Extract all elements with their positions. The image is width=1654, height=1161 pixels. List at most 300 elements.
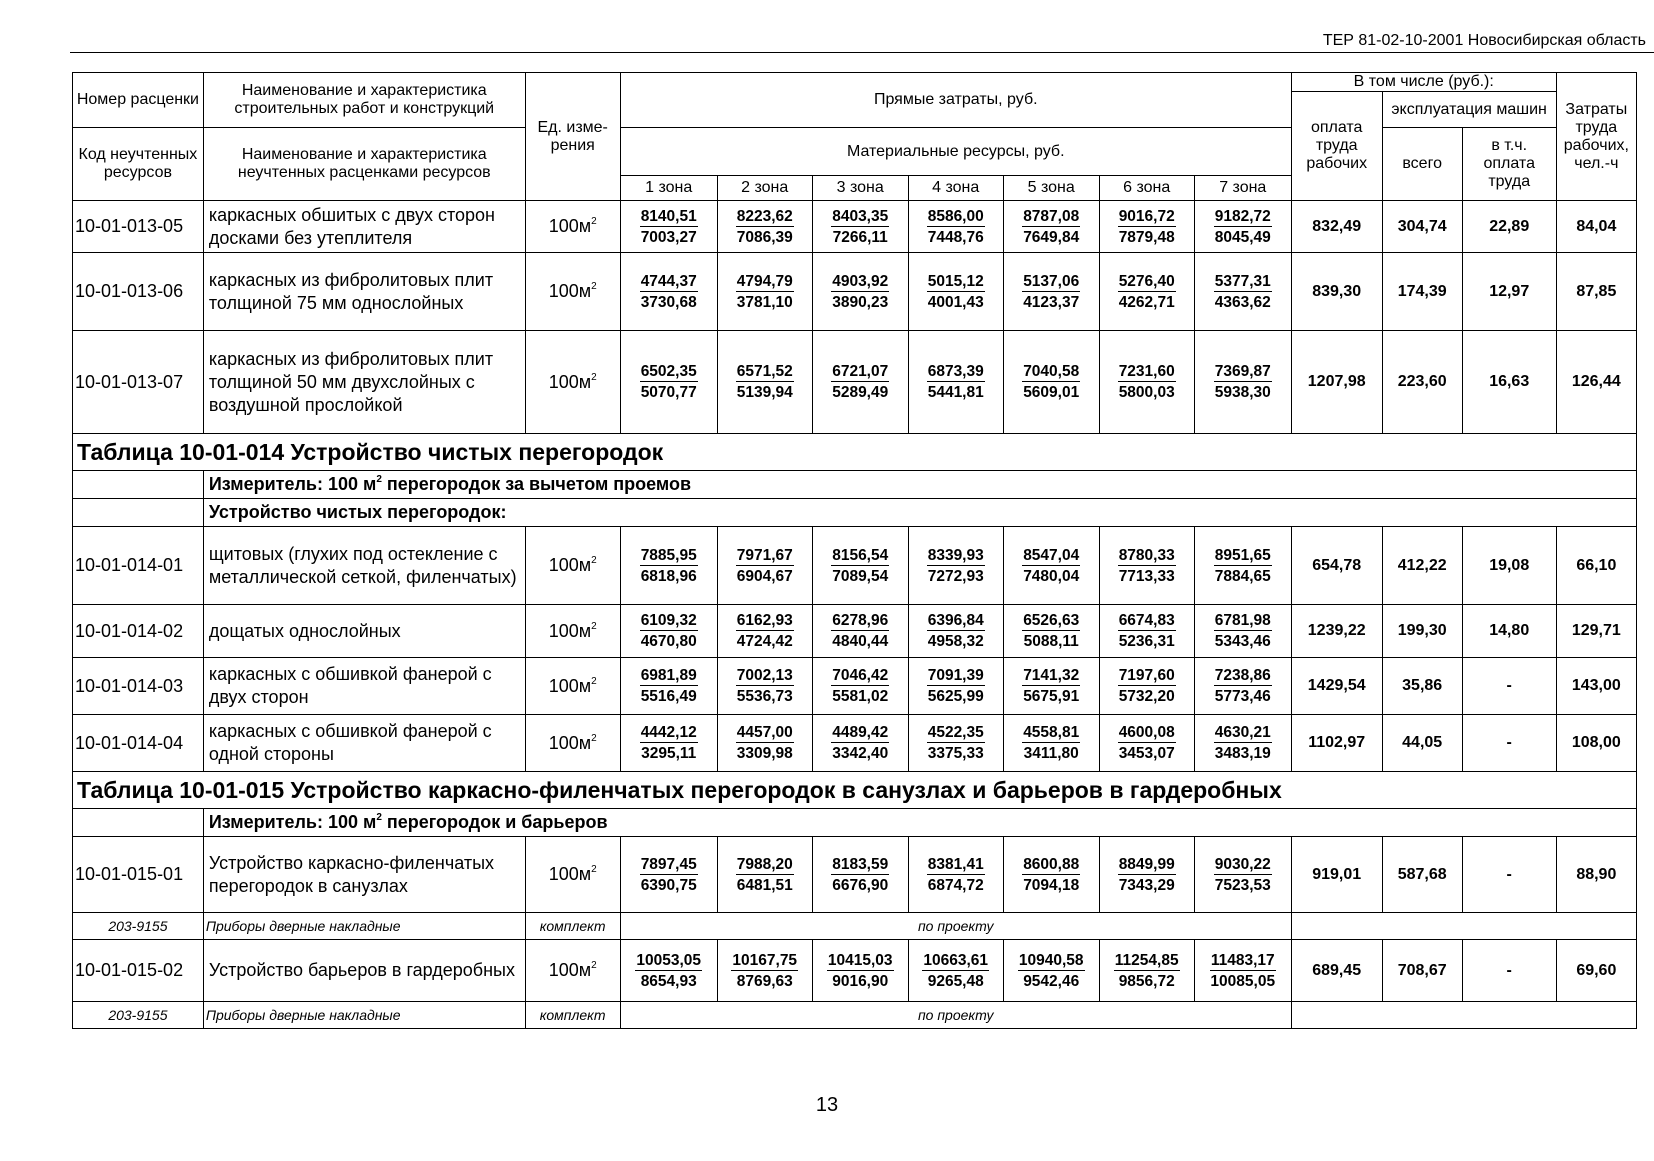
cost-material: 4724,42: [736, 633, 793, 650]
cost-material: 7272,93: [927, 567, 984, 585]
cost-total: 4457,00: [736, 724, 793, 741]
zone-cost: [1099, 605, 1194, 658]
cost-total: 7091,39: [927, 667, 984, 684]
measure-row: [73, 471, 1637, 499]
zone-cost: [908, 331, 1003, 434]
zone-cost: [717, 715, 812, 772]
cost-material: 5236,31: [1118, 633, 1175, 650]
table-row: [73, 940, 1637, 1002]
cost-total: 9030,22: [1214, 855, 1271, 873]
header-rule: [70, 52, 1654, 53]
zone-cost: [620, 253, 717, 331]
unit-cell: [525, 605, 620, 658]
labor-pay: 1207,98: [1291, 331, 1382, 434]
unit-sup: 2: [591, 371, 597, 383]
labor-hours: 66,10: [1556, 527, 1636, 605]
cost-material: 7523,53: [1214, 876, 1271, 894]
rate-name: дощатых однослойных: [203, 605, 525, 658]
hdr-eksp: эксплуатация машин: [1382, 92, 1556, 128]
rate-code: 10-01-014-03: [73, 658, 204, 715]
hdr-v-tom: В том числе (руб.):: [1291, 73, 1556, 92]
zone-cost: [1003, 201, 1099, 253]
unit-cell: [525, 837, 620, 913]
unit-cell: [525, 331, 620, 434]
cost-total: 6396,84: [927, 612, 984, 629]
cost-total: 11483,17: [1210, 951, 1275, 969]
cost-total: 4794,79: [736, 272, 793, 290]
zone-cost: [717, 253, 812, 331]
cost-material: 5732,20: [1118, 688, 1175, 705]
cost-material: 6390,75: [640, 876, 697, 894]
cost-material: 5516,49: [640, 688, 697, 705]
zone-cost: [812, 331, 908, 434]
hdr-zone-5: 5 зона: [1003, 176, 1099, 201]
unit-text: 100м: [548, 620, 592, 641]
labor-hours: 143,00: [1556, 658, 1636, 715]
cost-material: 8769,63: [736, 972, 793, 990]
cost-total: 5377,31: [1214, 272, 1271, 290]
cost-material: 3295,11: [641, 745, 697, 762]
zone-cost: [620, 201, 717, 253]
unit-cell: [525, 253, 620, 331]
cost-material: 10085,05: [1210, 972, 1276, 990]
cost-total: 6781,98: [1214, 612, 1271, 629]
cost-material: 4670,80: [640, 633, 697, 650]
zone-cost: [1194, 605, 1291, 658]
zone-cost: [1099, 331, 1194, 434]
cost-material: 5536,73: [736, 688, 793, 705]
zone-cost: [908, 605, 1003, 658]
zone-cost: [1003, 331, 1099, 434]
zone-cost: [908, 527, 1003, 605]
rate-name: каркасных из фибролитовых плит толщиной 75 мм однослойных: [203, 253, 525, 331]
hdr-zone-4: 4 зона: [908, 176, 1003, 201]
cost-material: 5289,49: [832, 384, 889, 401]
rate-code: 10-01-014-02: [73, 605, 204, 658]
rate-name: каркасных обшитых с двух сторон досками без утеплителя: [203, 201, 525, 253]
cost-total: 8586,00: [927, 207, 984, 225]
cost-material: 6818,96: [640, 567, 697, 585]
hdr-vtch: в т.ч. оплата труда: [1462, 128, 1556, 201]
cost-total: 5276,40: [1118, 272, 1175, 290]
cost-material: 5609,01: [1023, 384, 1080, 401]
zone-cost: [812, 253, 908, 331]
measure-post: перегородок за вычетом проемов: [381, 474, 692, 494]
machine-total: 35,86: [1382, 658, 1462, 715]
rate-code: 10-01-014-01: [73, 527, 204, 605]
cost-material: 5581,02: [832, 688, 889, 705]
cost-material: 5070,77: [640, 384, 697, 401]
hdr-naim-res: Наименование и характеристика неучтенных расценками ресурсов: [203, 128, 525, 201]
cost-total: 10940,58: [1018, 951, 1084, 969]
unit-text: 100м: [548, 960, 592, 980]
cost-total: 6571,52: [736, 363, 793, 380]
cost-total: 8780,33: [1118, 546, 1175, 564]
cost-material: 3309,98: [736, 745, 793, 762]
cost-total: 8849,99: [1118, 855, 1175, 873]
cost-total: 7040,58: [1023, 363, 1080, 380]
cost-material: 7884,65: [1214, 567, 1271, 585]
labor-pay: 1239,22: [1291, 605, 1382, 658]
table-row: [73, 331, 1637, 434]
cost-material: 7003,27: [640, 228, 697, 246]
measure-empty: [73, 809, 204, 837]
cost-material: 9016,90: [832, 972, 889, 990]
table-title-row: [73, 772, 1637, 809]
cost-total: 8381,41: [927, 855, 984, 873]
cost-material: 6481,51: [736, 876, 793, 894]
rate-code: 10-01-013-05: [73, 201, 204, 253]
machine-total: 412,22: [1382, 527, 1462, 605]
resource-empty: [1291, 1002, 1636, 1029]
cost-total: 4442,12: [640, 724, 697, 741]
zone-cost: [1003, 715, 1099, 772]
rate-name: каркасных из фибролитовых плит толщиной 50 мм двухслойных с воздушной прослойкой: [203, 331, 525, 434]
cost-material: 5800,03: [1118, 384, 1175, 401]
labor-hours: 108,00: [1556, 715, 1636, 772]
labor-hours: 88,90: [1556, 837, 1636, 913]
table-row: [73, 605, 1637, 658]
machine-total: 174,39: [1382, 253, 1462, 331]
cost-material: 3890,23: [832, 293, 889, 311]
cost-material: 3375,33: [927, 745, 984, 762]
cost-total: 4558,81: [1023, 724, 1080, 741]
cost-material: 5441,81: [927, 384, 984, 401]
cost-total: 8183,59: [832, 855, 889, 873]
cost-total: 6278,96: [832, 612, 889, 629]
table-title-row: [73, 434, 1637, 471]
table-row: [73, 837, 1637, 913]
table-row: [73, 658, 1637, 715]
cost-total: 6502,35: [640, 363, 697, 380]
zone-cost: [1194, 940, 1291, 1002]
cost-material: 5675,91: [1023, 688, 1080, 705]
unit-text: 100м: [548, 675, 592, 696]
zone-cost: [908, 201, 1003, 253]
hdr-zone-1: 1 зона: [620, 176, 717, 201]
cost-material: 5343,46: [1214, 633, 1271, 650]
cost-total: 4600,08: [1118, 724, 1175, 741]
unit-cell: [525, 658, 620, 715]
cost-material: 4262,71: [1118, 293, 1175, 311]
zone-cost: [812, 715, 908, 772]
cost-total: 4903,92: [832, 272, 889, 290]
cost-total: 8951,65: [1214, 546, 1271, 564]
unit-sup: 2: [591, 732, 597, 744]
cost-material: 3411,80: [1023, 745, 1079, 762]
rate-code: 10-01-013-06: [73, 253, 204, 331]
labor-pay: 919,01: [1291, 837, 1382, 913]
machine-labor: -: [1462, 837, 1556, 913]
resource-unit: комплект: [525, 1002, 620, 1029]
cost-total: 7897,45: [640, 855, 697, 873]
cost-total: 7002,13: [736, 667, 793, 684]
measure-sup: 2: [376, 812, 382, 823]
labor-hours: 126,44: [1556, 331, 1636, 434]
cost-material: 7480,04: [1023, 567, 1080, 585]
zone-cost: [1099, 527, 1194, 605]
cost-total: 6109,32: [640, 612, 697, 629]
cost-material: 7713,33: [1118, 567, 1175, 585]
table-row: [73, 253, 1637, 331]
cost-material: 5773,46: [1214, 688, 1271, 705]
cost-total: 7988,20: [736, 855, 793, 873]
zone-cost: [717, 201, 812, 253]
cost-total: 8787,08: [1023, 207, 1080, 225]
resource-code: 203-9155: [73, 913, 204, 940]
cost-material: 4123,37: [1023, 293, 1080, 311]
zone-cost: [717, 331, 812, 434]
cost-total: 5015,12: [927, 272, 984, 290]
zone-cost: [1194, 837, 1291, 913]
zone-cost: [812, 201, 908, 253]
cost-total: 6526,63: [1023, 612, 1080, 629]
unit-text: 100м: [548, 555, 592, 575]
zone-cost: [908, 715, 1003, 772]
hdr-oplata: оплата труда рабочих: [1291, 92, 1382, 201]
unit-sup: 2: [591, 281, 597, 292]
cost-total: 8403,35: [832, 207, 889, 225]
cost-total: 7197,60: [1118, 667, 1175, 684]
resource-note: по проекту: [620, 913, 1291, 940]
unit-sup: 2: [591, 620, 597, 632]
unit-text: 100м: [548, 281, 592, 301]
cost-material: 9856,72: [1118, 972, 1175, 990]
cost-total: 6873,39: [927, 363, 984, 380]
section-empty: [73, 499, 204, 527]
zone-cost: [1099, 837, 1194, 913]
hdr-pryamye: Прямые затраты, руб.: [620, 73, 1291, 128]
cost-material: 9542,46: [1023, 972, 1080, 990]
hdr-zone-2: 2 зона: [717, 176, 812, 201]
labor-hours: 69,60: [1556, 940, 1636, 1002]
unit-cell: [525, 715, 620, 772]
resource-row: [73, 913, 1637, 940]
zone-cost: [812, 527, 908, 605]
machine-labor: -: [1462, 715, 1556, 772]
rate-name: Устройство барьеров в гардеробных: [203, 940, 525, 1002]
resource-name: Приборы дверные накладные: [203, 1002, 525, 1029]
labor-hours: 129,71: [1556, 605, 1636, 658]
unit-text: 100м: [548, 216, 592, 236]
zone-cost: [620, 605, 717, 658]
zone-cost: [717, 527, 812, 605]
measure-empty: [73, 471, 204, 499]
zone-cost: [1003, 837, 1099, 913]
cost-material: 7649,84: [1023, 228, 1080, 246]
machine-labor: 19,08: [1462, 527, 1556, 605]
cost-material: 7343,29: [1118, 876, 1175, 894]
labor-pay: 832,49: [1291, 201, 1382, 253]
cost-total: 5137,06: [1023, 272, 1080, 290]
cost-material: 4958,32: [927, 633, 984, 650]
zone-cost: [1099, 253, 1194, 331]
labor-hours: 87,85: [1556, 253, 1636, 331]
cost-total: 9182,72: [1214, 207, 1271, 225]
labor-pay: 654,78: [1291, 527, 1382, 605]
cost-total: 8547,04: [1023, 546, 1080, 564]
measure-text: [203, 471, 1636, 499]
zone-cost: [620, 837, 717, 913]
table-row: [73, 201, 1637, 253]
cost-total: 8156,54: [832, 546, 889, 564]
cost-total: 4522,35: [927, 724, 984, 741]
cost-material: 7266,11: [832, 228, 888, 246]
hdr-naim: Наименование и характеристика строительных работ и конструкций: [203, 73, 525, 128]
zone-cost: [1099, 715, 1194, 772]
table-row: [73, 527, 1637, 605]
zone-cost: [717, 658, 812, 715]
cost-total: 8339,93: [927, 546, 984, 564]
cost-total: 7231,60: [1118, 363, 1175, 380]
table-title: Таблица 10-01-015 Устройство каркасно-филенчатых перегородок в санузлах и барьеров в гардеробных: [73, 772, 1637, 809]
zone-cost: [812, 658, 908, 715]
cost-total: 8140,51: [640, 207, 697, 225]
rates-table: [72, 72, 1637, 1029]
unit-text: 100м: [548, 371, 592, 392]
cost-total: 8600,88: [1023, 855, 1080, 873]
resource-name: Приборы дверные накладные: [203, 913, 525, 940]
machine-total: 44,05: [1382, 715, 1462, 772]
zone-cost: [1003, 658, 1099, 715]
cost-total: 8223,62: [736, 207, 793, 225]
cost-material: 8654,93: [640, 972, 697, 990]
cost-material: 7094,18: [1023, 876, 1080, 894]
machine-labor: 14,80: [1462, 605, 1556, 658]
machine-total: 223,60: [1382, 331, 1462, 434]
rate-name: Устройство каркасно-филенчатых перегородок в санузлах: [203, 837, 525, 913]
zone-cost: [908, 658, 1003, 715]
cost-material: 3781,10: [736, 293, 793, 311]
measure-post: перегородок и барьеров: [381, 812, 608, 832]
cost-material: 5625,99: [927, 688, 984, 705]
zone-cost: [1194, 658, 1291, 715]
measure-pre: Измеритель: 100 м: [208, 474, 377, 494]
cost-total: 7971,67: [736, 546, 793, 564]
cost-total: 4489,42: [832, 724, 889, 741]
unit-sup: 2: [591, 675, 597, 687]
hdr-vsego: всего: [1382, 128, 1462, 201]
cost-total: 7369,87: [1214, 363, 1271, 380]
hdr-nomer: Номер расценки: [73, 73, 204, 128]
unit-sup: 2: [591, 216, 597, 227]
cost-material: 7089,54: [832, 567, 889, 585]
zone-cost: [1003, 605, 1099, 658]
zone-cost: [717, 605, 812, 658]
cost-total: 6162,93: [736, 612, 793, 629]
rate-name: каркасных с обшивкой фанерой с одной стороны: [203, 715, 525, 772]
zone-cost: [1003, 527, 1099, 605]
cost-total: 4630,21: [1214, 724, 1271, 741]
labor-hours: 84,04: [1556, 201, 1636, 253]
hdr-zone-3: 3 зона: [812, 176, 908, 201]
machine-labor: 12,97: [1462, 253, 1556, 331]
section-title: Устройство чистых перегородок:: [203, 499, 1636, 527]
zone-cost: [620, 527, 717, 605]
zone-cost: [1003, 940, 1099, 1002]
cost-material: 8045,49: [1214, 228, 1271, 246]
cost-material: 7086,39: [736, 228, 793, 246]
cost-total: 10053,05: [636, 951, 702, 969]
zone-cost: [1194, 253, 1291, 331]
hdr-kod: Код неучтенных ресурсов: [73, 128, 204, 201]
rate-name: щитовых (глухих под остекление с металлической сеткой, филенчатых): [203, 527, 525, 605]
machine-labor: 16,63: [1462, 331, 1556, 434]
hdr-ed: Ед. изме-рения: [525, 73, 620, 201]
zone-cost: [1194, 527, 1291, 605]
unit-text: 100м: [548, 732, 592, 753]
zone-cost: [620, 940, 717, 1002]
zone-cost: [1099, 940, 1194, 1002]
rate-code: 10-01-013-07: [73, 331, 204, 434]
zone-cost: [908, 837, 1003, 913]
measure-text: [203, 809, 1636, 837]
cost-material: 5088,11: [1023, 633, 1079, 650]
machine-total: 304,74: [1382, 201, 1462, 253]
zone-cost: [1194, 715, 1291, 772]
zone-cost: [1003, 253, 1099, 331]
hdr-material: Материальные ресурсы, руб.: [620, 128, 1291, 176]
cost-total: 9016,72: [1118, 207, 1175, 225]
machine-labor: 22,89: [1462, 201, 1556, 253]
cost-material: 7879,48: [1118, 228, 1175, 246]
cost-total: 6674,83: [1118, 612, 1175, 629]
resource-row: [73, 1002, 1637, 1029]
cost-material: 3453,07: [1118, 745, 1175, 762]
zone-cost: [812, 605, 908, 658]
zone-cost: [1194, 331, 1291, 434]
rate-code: 10-01-015-02: [73, 940, 204, 1002]
hdr-zone-7: 7 зона: [1194, 176, 1291, 201]
cost-material: 6676,90: [832, 876, 889, 894]
resource-empty: [1291, 913, 1636, 940]
unit-sup: 2: [591, 864, 597, 875]
labor-pay: 1429,54: [1291, 658, 1382, 715]
unit-text: 100м: [548, 864, 592, 884]
cost-material: 3730,68: [640, 293, 697, 311]
machine-total: 199,30: [1382, 605, 1462, 658]
machine-labor: -: [1462, 940, 1556, 1002]
unit-cell: [525, 201, 620, 253]
hdr-zone-6: 6 зона: [1099, 176, 1194, 201]
labor-pay: 1102,97: [1291, 715, 1382, 772]
table-row: [73, 715, 1637, 772]
zone-cost: [1194, 201, 1291, 253]
cost-material: 5938,30: [1214, 384, 1271, 401]
unit-sup: 2: [591, 555, 597, 566]
cost-material: 6904,67: [736, 567, 793, 585]
cost-material: 3342,40: [832, 745, 889, 762]
cost-material: 6874,72: [927, 876, 984, 894]
cost-material: 4363,62: [1214, 293, 1271, 311]
rate-code: 10-01-015-01: [73, 837, 204, 913]
zone-cost: [717, 940, 812, 1002]
running-head: ТЕР 81-02-10-2001 Новосибирская область: [1322, 32, 1646, 49]
cost-total: 7141,32: [1023, 667, 1080, 684]
zone-cost: [908, 940, 1003, 1002]
zone-cost: [620, 715, 717, 772]
cost-total: 11254,85: [1114, 951, 1179, 969]
zone-cost: [812, 940, 908, 1002]
resource-note: по проекту: [620, 1002, 1291, 1029]
cost-total: 10415,03: [827, 951, 893, 969]
resource-unit: комплект: [525, 913, 620, 940]
rates-table-wrapper: [72, 72, 1637, 1029]
cost-material: 4001,43: [927, 293, 984, 311]
zone-cost: [620, 658, 717, 715]
zone-cost: [1099, 201, 1194, 253]
unit-cell: [525, 527, 620, 605]
